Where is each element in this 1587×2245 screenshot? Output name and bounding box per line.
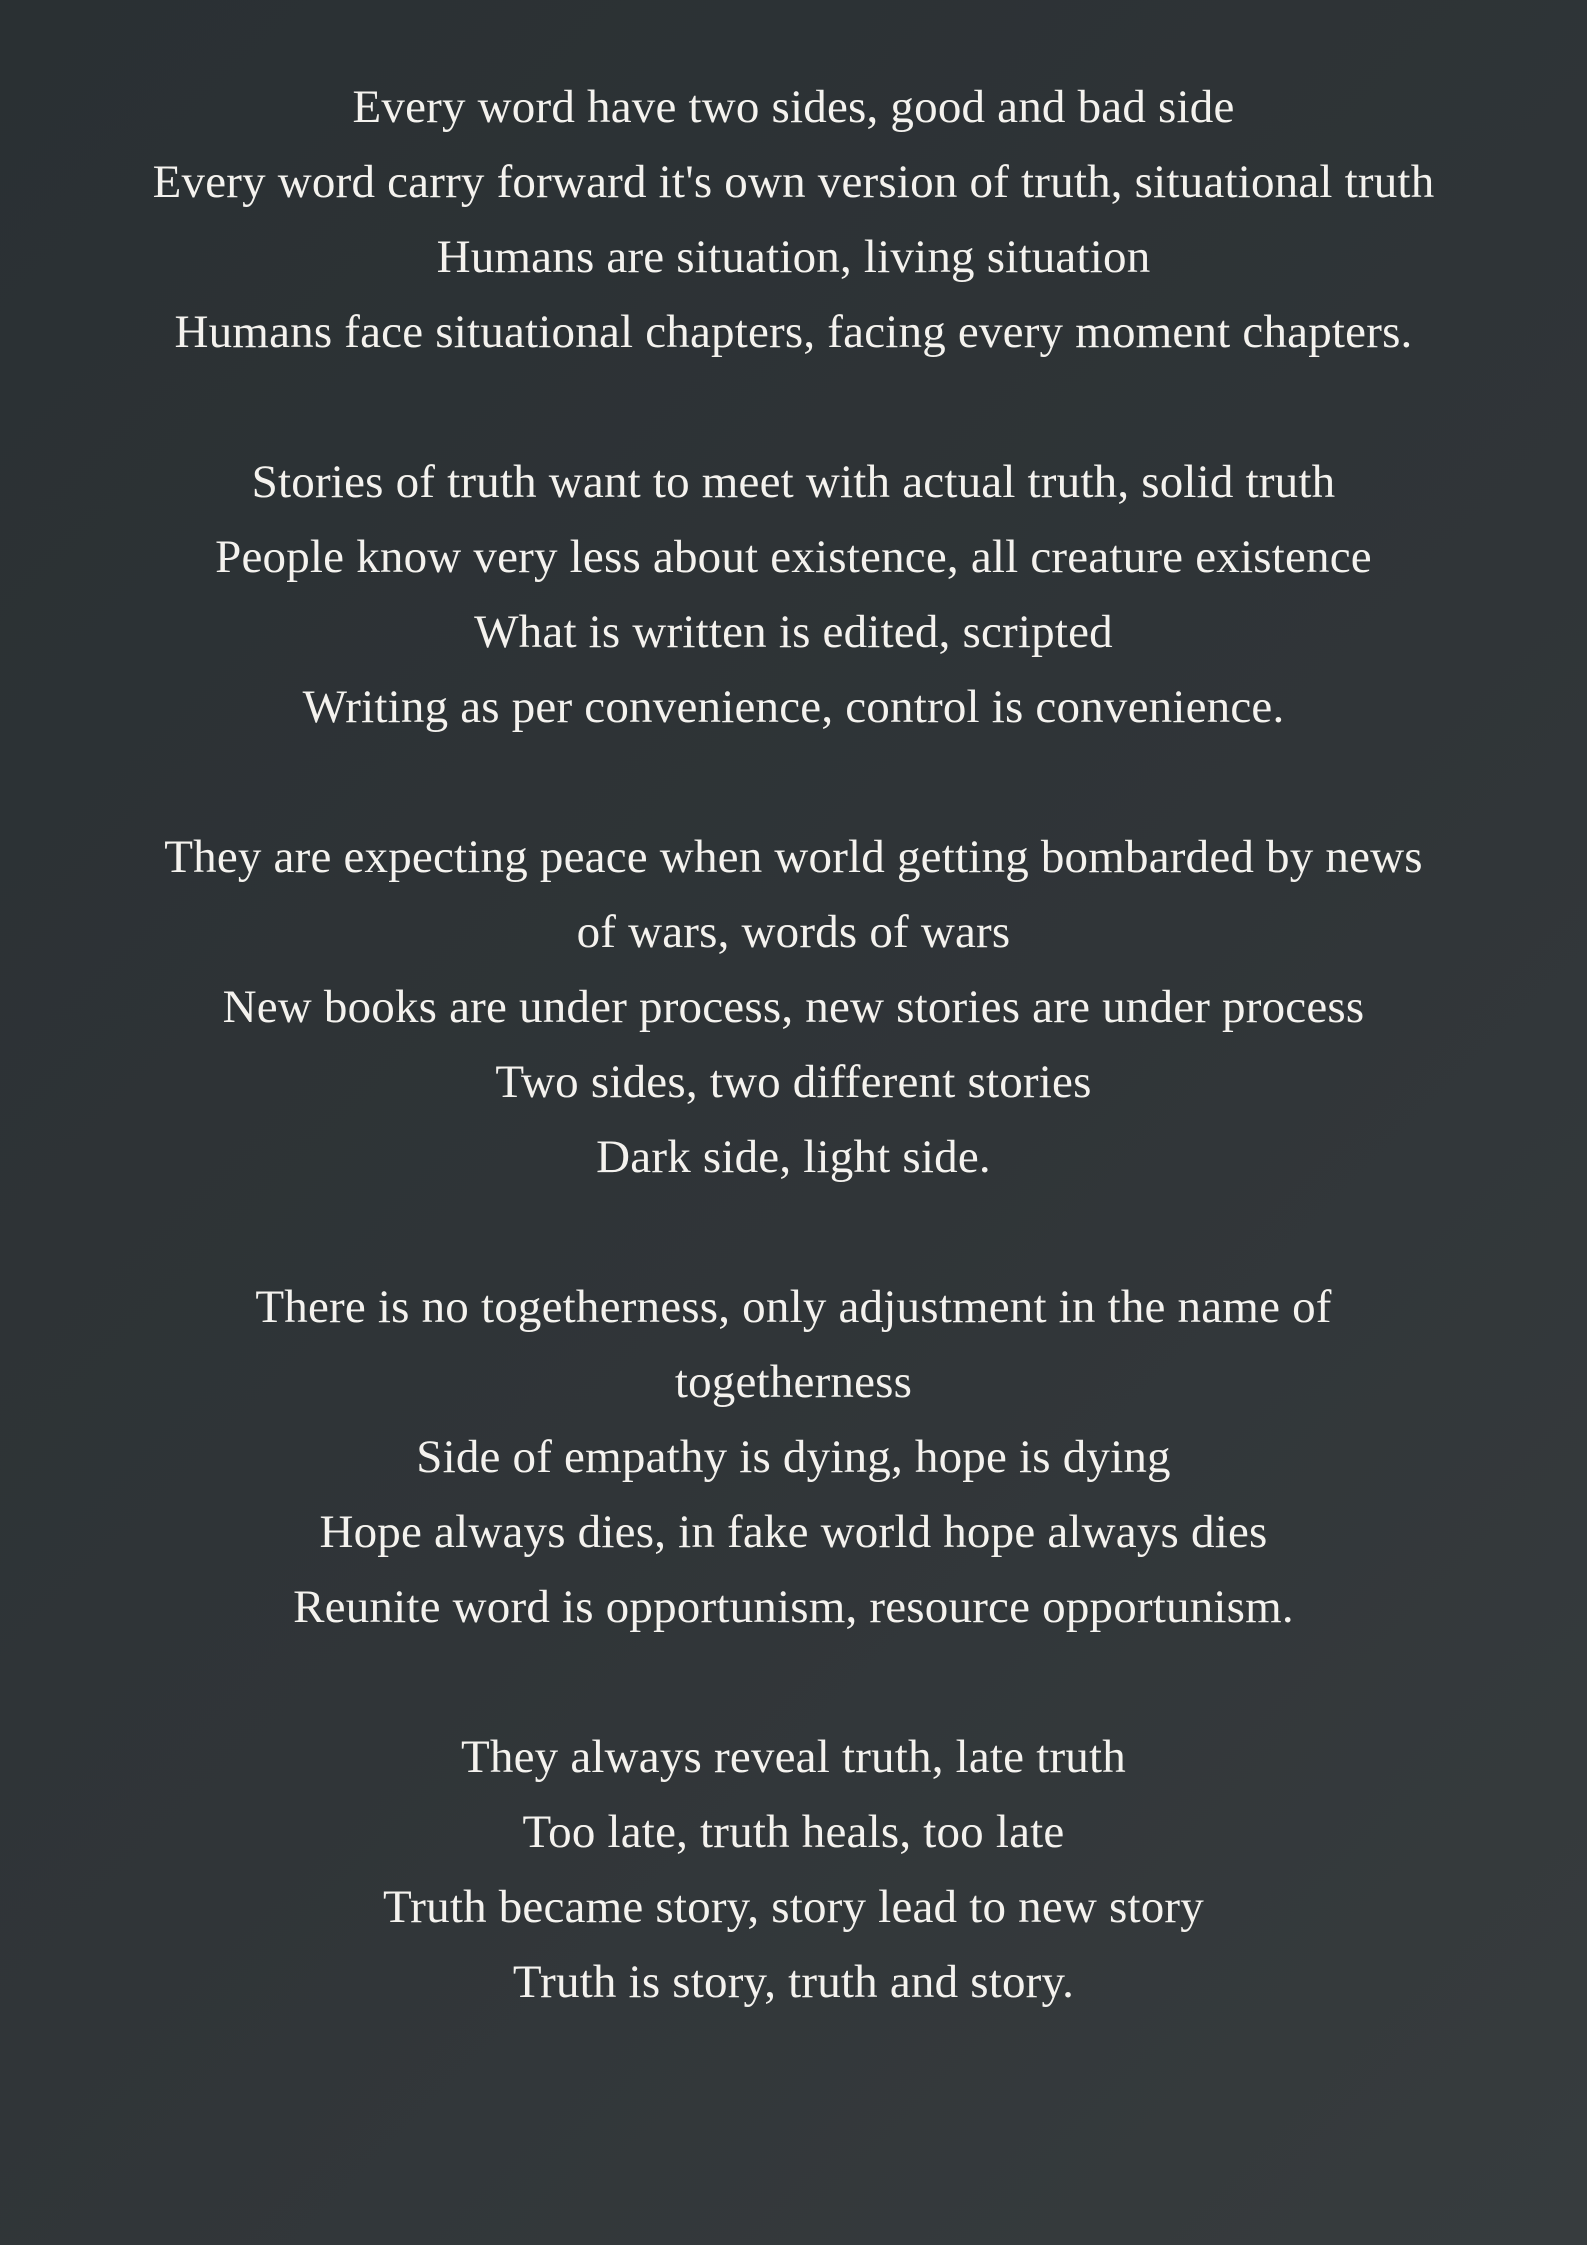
stanza-4 [150, 1270, 1437, 1645]
poem-line: Hope always dies, in fake world hope always dies [319, 1506, 1268, 1558]
poem-line: Every word have two sides, good and bad side [352, 81, 1235, 133]
poem-line: What is written is edited, scripted [474, 606, 1113, 658]
poem-line: They are expecting peace when world getting bombarded by news of wars, words of wars [164, 831, 1423, 958]
poem-line: Too late, truth heals, too late [522, 1806, 1065, 1858]
poem-line: Dark side, light side. [596, 1131, 991, 1183]
poem-line: Writing as per convenience, control is convenience. [302, 681, 1285, 733]
stanza-1 [150, 70, 1437, 370]
poem-line: Every word carry forward it's own version of truth, situational truth [152, 156, 1435, 208]
poem-line: Truth is story, truth and story. [512, 1956, 1075, 2008]
poem-line: Two sides, two different stories [495, 1056, 1092, 1108]
poem-line: There is no togetherness, only adjustment in the name of togetherness [255, 1281, 1332, 1408]
poem-line: Humans face situational chapters, facing every moment chapters. [174, 306, 1413, 358]
poem-line: They always reveal truth, late truth [461, 1731, 1126, 1783]
poem-line: Truth became story, story lead to new story [383, 1881, 1204, 1933]
poem-line: Side of empathy is dying, hope is dying [416, 1431, 1171, 1483]
stanza-5 [150, 1720, 1437, 2020]
poem-line: Stories of truth want to meet with actual truth, solid truth [251, 456, 1336, 508]
stanza-3 [150, 820, 1437, 1195]
poem-line: Humans are situation, living situation [436, 231, 1151, 283]
stanza-2 [150, 445, 1437, 745]
poem-line: People know very less about existence, all creature existence [215, 531, 1372, 583]
poem-line: New books are under process, new stories are under process [222, 981, 1365, 1033]
poem-line: Reunite word is opportunism, resource opportunism. [293, 1581, 1294, 1633]
poem [0, 70, 1587, 2095]
